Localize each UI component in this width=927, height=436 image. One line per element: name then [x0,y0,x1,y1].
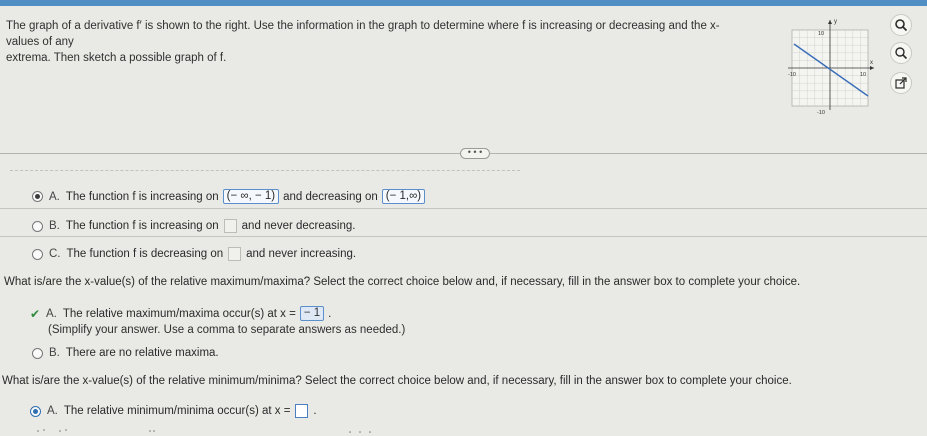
x-max-tick: 10 [860,72,867,78]
zoom-in-button[interactable] [890,14,912,36]
radio-1c[interactable] [32,249,43,260]
option-text: . [328,307,332,320]
option-letter: B. [49,347,60,359]
option-3a[interactable] [30,404,317,418]
dashed-separator [10,170,520,171]
simplify-note: (Simplify your answer. Use a comma to separate answers as needed.) [48,324,406,336]
answer-box[interactable] [224,219,237,233]
option-text: The function f is increasing on [65,190,219,203]
cut-off-content [30,426,430,436]
row-separator [0,208,927,209]
answer-box[interactable] [228,247,241,261]
option-1a[interactable] [32,189,429,204]
answer-decreasing-interval[interactable]: (− 1,∞) [382,189,425,204]
question-relative-maxima: What is/are the x-value(s) of the relative maximum/maxima? Select the correct choice below and, if necessary, fill in the answer box to complete your choice. [4,276,801,288]
problem-prompt [6,18,751,66]
more-options-button[interactable]: • • • [460,148,490,159]
y-max-tick: 10 [818,31,825,37]
option-letter: A. [47,405,58,417]
option-text: The relative minimum/minima occur(s) at x = [63,405,291,417]
zoom-out-icon [894,46,908,60]
derivative-graph[interactable] [780,14,876,124]
radio-3a[interactable] [30,406,41,417]
zoom-out-button[interactable] [890,42,912,64]
option-text: and decreasing on [283,190,378,203]
option-1b[interactable] [32,219,355,233]
radio-2b[interactable] [32,348,43,359]
prompt-line-2: extrema. Then sketch a possible graph of f. [6,52,227,64]
option-text: The relative maximum/maxima occur(s) at x = [62,307,296,320]
option-letter: A. [49,190,60,203]
x-axis-label: x [870,60,873,66]
option-text: The function f is increasing on [65,220,219,232]
y-min-tick: -10 [817,110,825,116]
answer-relative-max[interactable]: − 1 [300,306,324,321]
option-text: and never decreasing. [241,220,356,232]
correct-check-icon: ✔ [30,306,41,321]
answer-increasing-interval[interactable]: (− ∞, − 1) [223,189,279,204]
option-2a[interactable] [30,306,331,321]
popout-button[interactable] [890,72,912,94]
y-axis-label: y [834,19,837,25]
radio-1a[interactable] [32,191,43,202]
answer-relative-min-box[interactable] [295,404,308,418]
radio-1b[interactable] [32,221,43,232]
prompt-line-1: The graph of a derivative f′ is shown to the right. Use the information in the graph to determine where f is increasing or decreasing and the x-values of any [6,20,720,48]
option-text: . [313,405,317,417]
top-accent-bar [0,0,927,6]
option-letter: B. [49,220,60,232]
option-text: and never increasing. [246,248,357,260]
option-letter: C. [49,248,61,260]
option-1c[interactable] [32,247,356,261]
zoom-in-icon [894,18,908,32]
option-letter: A. [46,307,57,320]
option-text: The function f is decreasing on [66,248,224,260]
question-relative-minima: What is/are the x-value(s) of the relative minimum/minima? Select the correct choice below and, if necessary, fill in the answer box to complete your choice. [2,375,792,387]
option-text: There are no relative maxima. [65,347,219,359]
external-link-icon [894,76,908,90]
option-2b[interactable] [32,347,219,359]
x-min-tick: -10 [788,72,796,78]
row-separator [0,236,927,237]
